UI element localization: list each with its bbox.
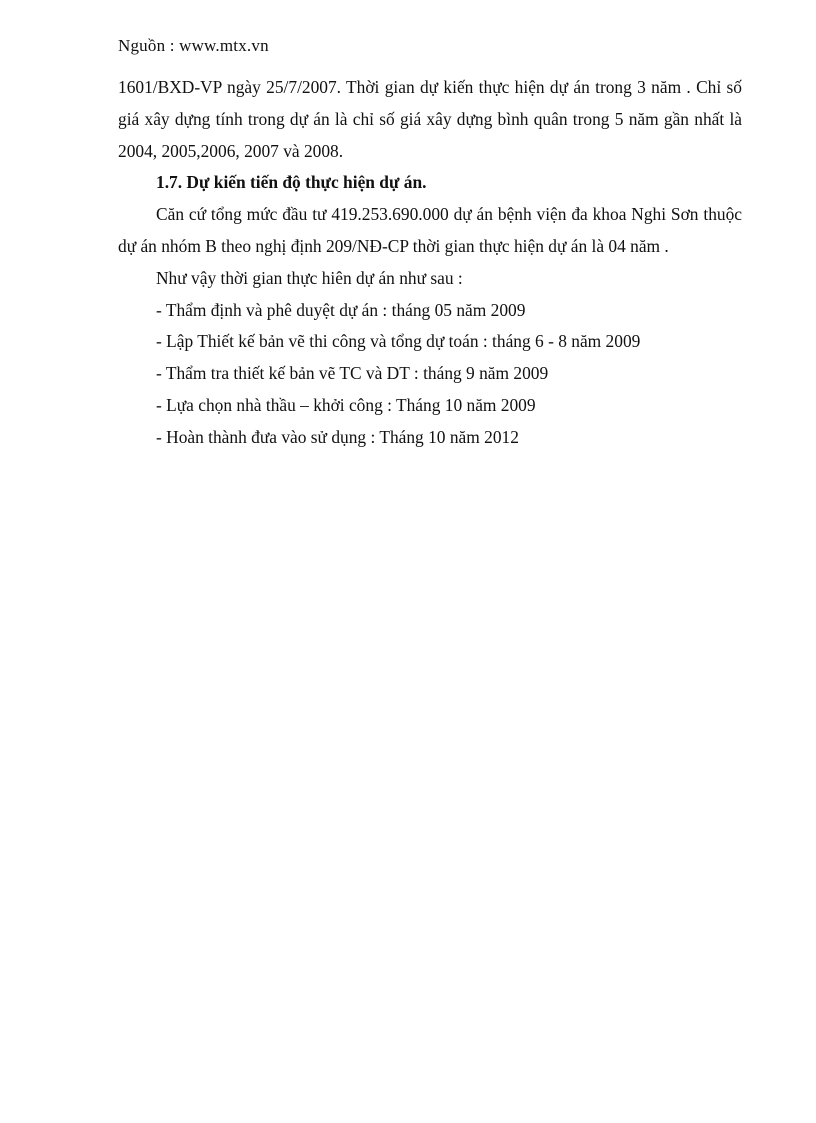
list-item: - Lập Thiết kế bản vẽ thi công và tổng dự toán : tháng 6 - 8 năm 2009 — [156, 331, 641, 352]
list-item: - Thẩm tra thiết kế bản vẽ TC và DT : tháng 9 năm 2009 — [156, 363, 549, 384]
paragraph-schedule-intro: Như vậy thời gian thực hiên dự án như sau : — [156, 267, 463, 288]
paragraph-continuation: 1601/BXD-VP ngày 25/7/2007. Thời gian dự kiến thực hiện dự án trong 3 năm . Chỉ số giá xây dựng tính trong dự án là chỉ số giá xây dựng bình quân trong 5 năm gần nhất là 2004, 2005,2006, 2007 và 2008. — [118, 77, 742, 161]
document-body — [118, 72, 742, 454]
list-item: - Lựa chọn nhà thầu – khởi công : Tháng 10 năm 2009 — [156, 394, 536, 415]
section-heading: 1.7. Dự kiến tiến độ thực hiện dự án. — [156, 172, 427, 193]
source-line: Nguồn : www.mtx.vn — [118, 36, 269, 55]
list-item: - Hoàn thành đưa vào sử dụng : Tháng 10 năm 2012 — [156, 426, 519, 447]
paragraph-investment: Căn cứ tổng mức đầu tư 419.253.690.000 dự án bệnh viện đa khoa Nghi Sơn thuộc dự án nhóm B theo nghị định 209/NĐ-CP thời gian thực hiện dự án là 04 năm . — [118, 204, 742, 256]
schedule-list — [118, 295, 742, 454]
list-item: - Thẩm định và phê duyệt dự án : tháng 05 năm 2009 — [156, 299, 526, 320]
